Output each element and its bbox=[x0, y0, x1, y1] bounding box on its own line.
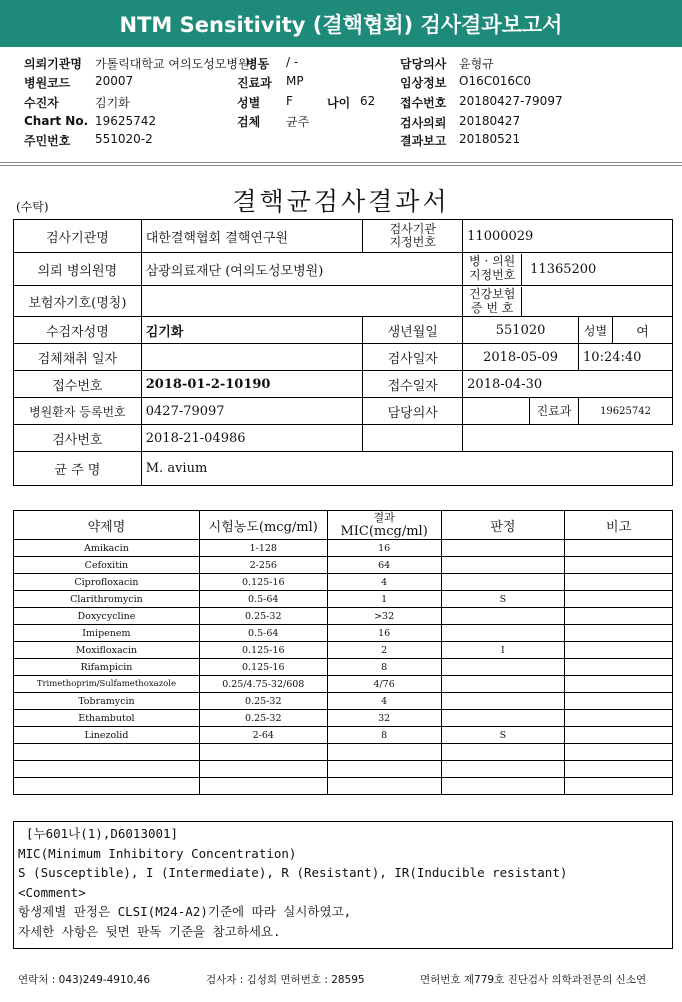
table-row bbox=[14, 727, 673, 744]
dept-label: 진료과 bbox=[237, 76, 272, 90]
comment-line: MIC(Minimum Inhibitory Concentration) bbox=[18, 845, 297, 861]
test-range: 0.125-16 bbox=[199, 659, 327, 676]
mic-value bbox=[327, 744, 441, 761]
drug-table bbox=[13, 510, 673, 795]
col-judge: 판정 bbox=[441, 511, 565, 540]
drug-name bbox=[14, 778, 200, 795]
interpretation bbox=[441, 557, 565, 574]
patient-info-table bbox=[13, 219, 673, 486]
footer-tester: 검사자 : 김성희 면허번호 : 28595 bbox=[206, 974, 365, 986]
test-org-no-label: 검사기관 지정번호 bbox=[363, 220, 463, 253]
strain-value: M. avium bbox=[141, 452, 672, 486]
table-row bbox=[14, 642, 673, 659]
reg-no-label: 접수번호 bbox=[14, 371, 142, 398]
sex-label-cell: 성별 bbox=[579, 317, 613, 344]
drug-name: Imipenem bbox=[14, 625, 200, 642]
ssn-value: 551020-2 bbox=[95, 132, 153, 146]
drug-name: Moxifloxacin bbox=[14, 642, 200, 659]
test-range: 0.5-64 bbox=[199, 591, 327, 608]
age-value: 62 bbox=[360, 94, 376, 108]
note bbox=[565, 574, 673, 591]
test-no-label: 검사번호 bbox=[14, 425, 142, 452]
age-label: 나이 bbox=[327, 96, 351, 110]
note bbox=[565, 540, 673, 557]
table-row bbox=[14, 676, 673, 693]
col-range: 시험농도(mcg/ml) bbox=[199, 511, 327, 540]
table-row bbox=[14, 591, 673, 608]
note bbox=[565, 744, 673, 761]
note bbox=[565, 778, 673, 795]
test-no-value: 2018-21-04986 bbox=[141, 425, 363, 452]
strain-label: 균 주 명 bbox=[14, 452, 142, 486]
interpretation: I bbox=[441, 642, 565, 659]
test-time-value: 10:24:40 bbox=[579, 344, 673, 371]
doc-title: 결핵균검사결과서 bbox=[232, 187, 450, 216]
mic-value: 8 bbox=[327, 727, 441, 744]
name-label: 수검자성명 bbox=[14, 317, 142, 344]
sex-value-cell: 여 bbox=[613, 317, 673, 344]
mic-value: 32 bbox=[327, 710, 441, 727]
footer-contact: 연락처 : 043)249-4910,46 bbox=[18, 974, 151, 986]
footer-license: 면허번호 제779호 진단검사 의학과전문의 신소연 bbox=[420, 974, 647, 986]
req-hosp-no-label: 병 · 의원 지정번호 bbox=[463, 254, 522, 285]
table-row bbox=[14, 778, 673, 795]
note bbox=[565, 727, 673, 744]
comment-line: <Comment> bbox=[18, 884, 86, 900]
interpretation: S bbox=[441, 727, 565, 744]
interpretation bbox=[441, 778, 565, 795]
col-note: 비고 bbox=[565, 511, 673, 540]
doc-tag: (수탁) bbox=[16, 200, 49, 214]
reg-no-value: 2018-01-2-10190 bbox=[141, 371, 363, 398]
hosp-pid-label: 병원환자 등록번호 bbox=[14, 398, 142, 425]
interpretation bbox=[441, 761, 565, 778]
req-hosp-label: 의뢰 병의원명 bbox=[14, 253, 142, 286]
interpretation bbox=[441, 676, 565, 693]
specimen-label: 검체 bbox=[237, 115, 261, 129]
mic-value: 2 bbox=[327, 642, 441, 659]
drug-name: Tobramycin bbox=[14, 693, 200, 710]
drug-name: Ethambutol bbox=[14, 710, 200, 727]
test-range: 0.25/4.75-32/608 bbox=[199, 676, 327, 693]
req-hosp-value: 삼광의료재단 (여의도성모병원) bbox=[141, 253, 462, 286]
institution-value: 가톨릭대학교 여의도성모병원 bbox=[95, 57, 250, 71]
test-date-label: 검사일자 bbox=[363, 344, 463, 371]
table-row bbox=[14, 693, 673, 710]
test-range: 0.25-32 bbox=[199, 608, 327, 625]
divider bbox=[0, 165, 682, 166]
mic-value: 16 bbox=[327, 540, 441, 557]
health-cell bbox=[463, 286, 673, 317]
insurance-label: 보험자기호(명칭) bbox=[14, 286, 142, 317]
note bbox=[565, 710, 673, 727]
comment-box bbox=[13, 821, 673, 949]
drug-name bbox=[14, 744, 200, 761]
comment-line: 항생제별 판정은 CLSI(M24-A2)기준에 따라 실시하였고, bbox=[18, 904, 352, 919]
comment-line: [누601나(1),D6013001] bbox=[26, 826, 179, 841]
drug-name: Cefoxitin bbox=[14, 557, 200, 574]
drug-name bbox=[14, 761, 200, 778]
sex-value: F bbox=[286, 94, 293, 108]
table-row bbox=[14, 557, 673, 574]
request-label: 검사의뢰 bbox=[400, 116, 447, 130]
mic-value: 8 bbox=[327, 659, 441, 676]
doctor-value bbox=[463, 398, 529, 424]
reg-date-value: 2018-04-30 bbox=[463, 371, 673, 398]
comment-line: S (Susceptible), I (Intermediate), R (Resistant), IR(Inducible resistant) bbox=[18, 865, 568, 880]
note bbox=[565, 591, 673, 608]
ssn-label: 주민번호 bbox=[24, 134, 71, 148]
note bbox=[565, 693, 673, 710]
institution-label: 의뢰기관명 bbox=[24, 57, 82, 71]
doctor-value-cell bbox=[463, 398, 579, 425]
test-range: 2-256 bbox=[199, 557, 327, 574]
interpretation bbox=[441, 574, 565, 591]
dob-label: 생년월일 bbox=[363, 317, 463, 344]
health-label: 건강보험 증 번 호 bbox=[463, 287, 522, 316]
hosp-pid-value: 0427-79097 bbox=[141, 398, 363, 425]
test-range: 2-64 bbox=[199, 727, 327, 744]
note bbox=[565, 608, 673, 625]
test-org-no-value: 11000029 bbox=[463, 220, 673, 253]
doctor-value: 윤형규 bbox=[459, 57, 494, 71]
mic-value: 4 bbox=[327, 574, 441, 591]
test-org-label: 검사기관명 bbox=[14, 220, 142, 253]
health-value bbox=[522, 287, 530, 316]
col-mic: 결과 MIC(mcg/ml) bbox=[327, 511, 441, 540]
mic-value: 4/76 bbox=[327, 676, 441, 693]
table-row bbox=[14, 608, 673, 625]
mic-value bbox=[327, 778, 441, 795]
table-row bbox=[14, 761, 673, 778]
test-range bbox=[199, 744, 327, 761]
collect-value bbox=[141, 344, 363, 371]
note bbox=[565, 642, 673, 659]
patient-label: 수진자 bbox=[24, 96, 59, 110]
req-hosp-no-cell bbox=[463, 253, 673, 286]
test-range: 0.25-32 bbox=[199, 710, 327, 727]
note bbox=[565, 659, 673, 676]
mic-value: >32 bbox=[327, 608, 441, 625]
clinical-label: 임상정보 bbox=[400, 76, 447, 90]
test-range: 0.125-16 bbox=[199, 642, 327, 659]
table-row bbox=[14, 540, 673, 557]
drug-name: Ciprofloxacin bbox=[14, 574, 200, 591]
interpretation bbox=[441, 744, 565, 761]
interpretation bbox=[441, 693, 565, 710]
note bbox=[565, 761, 673, 778]
table-row bbox=[14, 659, 673, 676]
mic-value: 16 bbox=[327, 625, 441, 642]
test-range: 0.125-16 bbox=[199, 574, 327, 591]
test-range: 0.25-32 bbox=[199, 693, 327, 710]
drug-name: Rifampicin bbox=[14, 659, 200, 676]
divider bbox=[0, 162, 682, 163]
table-row bbox=[14, 710, 673, 727]
mic-value: 1 bbox=[327, 591, 441, 608]
report-value: 20180521 bbox=[459, 132, 521, 146]
mic-value bbox=[327, 761, 441, 778]
dept-value-cell: 19625742 bbox=[579, 398, 673, 425]
receipt-label: 접수번호 bbox=[400, 96, 447, 110]
insurance-value bbox=[141, 286, 462, 317]
note bbox=[565, 676, 673, 693]
report-title: NTM Sensitivity (결핵협회) 검사결과보고서 bbox=[0, 0, 682, 47]
hospital-code-value: 20007 bbox=[95, 74, 134, 88]
name-value: 김기화 bbox=[141, 317, 363, 344]
collect-label: 검체채취 일자 bbox=[14, 344, 142, 371]
req-hosp-no-value: 11365200 bbox=[530, 261, 597, 277]
interpretation bbox=[441, 659, 565, 676]
table-row bbox=[14, 625, 673, 642]
mic-value: 64 bbox=[327, 557, 441, 574]
receipt-value: 20180427-79097 bbox=[459, 94, 563, 108]
test-range bbox=[199, 761, 327, 778]
note bbox=[565, 625, 673, 642]
test-date-value: 2018-05-09 bbox=[463, 344, 579, 371]
drug-name: Doxycycline bbox=[14, 608, 200, 625]
hospital-code-label: 병원코드 bbox=[24, 76, 71, 90]
report-label: 결과보고 bbox=[400, 134, 447, 148]
test-range: 1-128 bbox=[199, 540, 327, 557]
comment-line: 자세한 사항은 뒷면 판독 기준을 참고하세요. bbox=[18, 923, 281, 939]
clinical-value: O16C016C0 bbox=[459, 74, 532, 88]
ward-value: / - bbox=[286, 55, 299, 69]
test-range: 0.5-64 bbox=[199, 625, 327, 642]
drug-name: Amikacin bbox=[14, 540, 200, 557]
dob-value: 551020 bbox=[463, 317, 579, 344]
interpretation bbox=[441, 625, 565, 642]
request-value: 20180427 bbox=[459, 114, 521, 128]
drug-name: Trimethoprim/Sulfamethoxazole bbox=[14, 676, 200, 693]
sex-label: 성별 bbox=[237, 96, 261, 110]
interpretation bbox=[441, 710, 565, 727]
chart-label: Chart No. bbox=[24, 114, 89, 128]
doctor-label-cell: 담당의사 bbox=[363, 398, 463, 425]
reg-date-label: 접수일자 bbox=[363, 371, 463, 398]
table-row bbox=[14, 574, 673, 591]
col-drug: 약제명 bbox=[14, 511, 200, 540]
table-row bbox=[14, 744, 673, 761]
doctor-label: 담당의사 bbox=[400, 57, 447, 71]
drug-name: Linezolid bbox=[14, 727, 200, 744]
chart-value: 19625742 bbox=[95, 114, 157, 128]
test-org-value: 대한결핵협회 결핵연구원 bbox=[141, 220, 363, 253]
interpretation bbox=[441, 540, 565, 557]
patient-value: 김기화 bbox=[95, 96, 130, 110]
dept-label-cell: 진료과 bbox=[529, 398, 578, 424]
interpretation: S bbox=[441, 591, 565, 608]
test-range bbox=[199, 778, 327, 795]
interpretation bbox=[441, 608, 565, 625]
drug-name: Clarithromycin bbox=[14, 591, 200, 608]
mic-value: 4 bbox=[327, 693, 441, 710]
dept-value: MP bbox=[286, 74, 304, 88]
specimen-value: 균주 bbox=[286, 115, 310, 129]
ward-label: 병동 bbox=[246, 57, 270, 71]
note bbox=[565, 557, 673, 574]
